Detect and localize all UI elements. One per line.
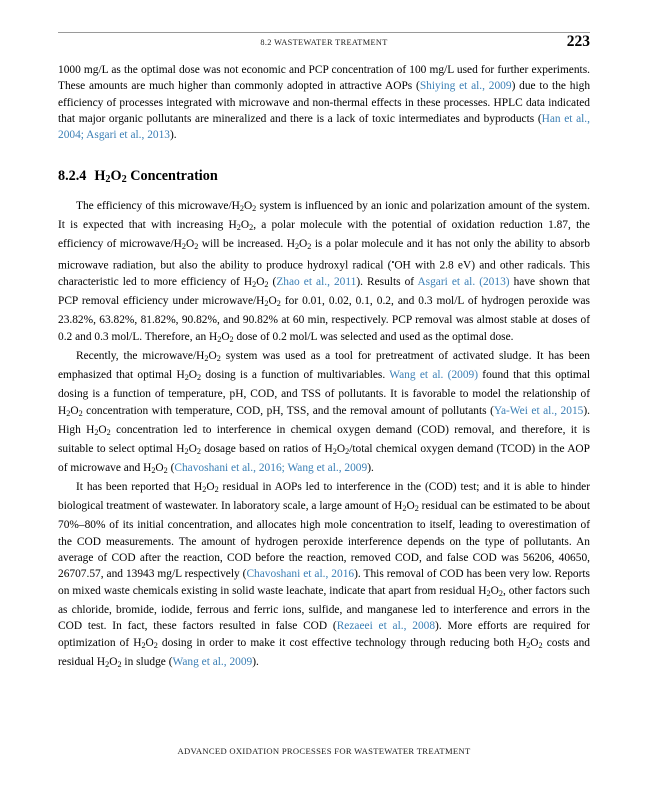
p3-text-3: system was used as a tool for pretreatment of activated sludge. It has been emphasized that optimal H bbox=[58, 349, 591, 382]
p2-sub-12: 2 bbox=[276, 299, 281, 309]
paragraph-1 bbox=[58, 62, 590, 144]
p2-sub-1: 2 bbox=[239, 203, 244, 213]
p2-text-13: ). Results of bbox=[356, 276, 418, 289]
citation-rezaeei-2008[interactable]: Rezaeei et al., 2008 bbox=[336, 620, 436, 633]
p2-sub-2: 2 bbox=[252, 203, 257, 213]
p4-text-6: ). This removal of COD has been very low. Reports on mixed waste chemicals existing in solid waste leachate, indicate that apart from residual H bbox=[58, 568, 590, 597]
p4-text-14: O bbox=[109, 655, 118, 668]
p2-sub-5: 2 bbox=[181, 242, 186, 252]
p2-text-16: for 0.01, 0.02, 0.1, 0.2, and 0.3 mol/L of hydrogen peroxide was 23.82%, 63.82%, 81.82%, 90.82%, and 90.82% at 60 min, respectively. PCP removal was almost stable at doses of 0.2 and 0.3 mol/L. Therefore, an H bbox=[58, 295, 590, 343]
p4-sub-6: 2 bbox=[498, 588, 503, 598]
p3-sub-4: 2 bbox=[197, 372, 202, 382]
p2-sub-9: 2 bbox=[252, 279, 257, 289]
p2-sub-8: 2 bbox=[307, 242, 312, 252]
p2-text-12: ( bbox=[268, 276, 277, 289]
p3-sub-10: 2 bbox=[196, 446, 201, 456]
p2-text-1: The efficiency of this microwave/H bbox=[76, 199, 240, 212]
section-title-sub2: 2 bbox=[121, 173, 127, 185]
citation-chavoshani-2016[interactable]: Chavoshani et al., 2016 bbox=[246, 568, 355, 581]
p3-text-2: O bbox=[208, 349, 217, 362]
p4-text-5: residual can be estimated to be about 70%–80% of its initial concentration, and allocates high mole concentration to itself, leading to overestimation of the COD measurements. The amount of hydrogen peroxide interference depends on the type of pollutants. An average of COD after the reaction, COD before the reaction, removed COD, and false COD was 56206, 40650, 26707.57, and 13943 mg/L respectively ( bbox=[58, 500, 590, 581]
p4-sub-7: 2 bbox=[141, 640, 146, 650]
citation-wang-2009-b[interactable]: Wang et al., 2009 bbox=[172, 655, 253, 668]
p3-text-10: O bbox=[98, 423, 107, 436]
citation-han-asgari[interactable]: Han et al., 2004; Asgari et al., 2013 bbox=[58, 113, 591, 142]
section-title-o: O bbox=[110, 167, 122, 184]
page-footer: ADVANCED OXIDATION PROCESSES FOR WASTEWATER TREATMENT bbox=[177, 746, 471, 756]
p4-text-15: in sludge ( bbox=[121, 655, 173, 668]
p4-text-7: O bbox=[490, 584, 499, 597]
citation-wang-2009-a[interactable]: Wang et al. (2009) bbox=[389, 369, 479, 382]
p3-text-15: /total chemical oxygen demand (TCOD) in the AOP of microwave and H bbox=[58, 442, 590, 474]
citation-shiying-2009[interactable]: Shiying et al., 2009 bbox=[419, 80, 512, 93]
p4-text-11: dosing in order to make it cost effective technology through reducing both H bbox=[157, 636, 527, 649]
p2-sub-7: 2 bbox=[294, 242, 300, 252]
p4-text-8: , other factors such as chloride, bromide, iodide, ferrous and ferric ions, sulfide, and manganese led to interference and errors in the COD test. In fact, these factors resulted in false COD ( bbox=[58, 584, 590, 633]
p3-sub-14: 2 bbox=[163, 465, 168, 475]
p2-text-15: O bbox=[268, 295, 277, 308]
p3-sub-11: 2 bbox=[332, 446, 337, 456]
p3-sub-3: 2 bbox=[184, 372, 189, 382]
p4-text-12: O bbox=[530, 636, 539, 649]
p2-text-18: dose of 0.2 mol/L was selected and used as the optimal dose. bbox=[233, 330, 514, 343]
p2-text-8: O bbox=[299, 238, 308, 251]
p2-text-10: OH with 2.8 eV) and other radicals. This characteristic led to more efficiency of H bbox=[58, 259, 590, 289]
citation-chavoshani-wang[interactable]: Chavoshani et al., 2016; Wang et al., 2009 bbox=[174, 461, 368, 474]
p3-text-13: dosage based on ratios of H bbox=[200, 442, 333, 455]
p3-text-8: concentration with temperature, COD, pH, TSS, and the removal amount of pollutants ( bbox=[82, 404, 494, 417]
p2-sub-11: 2 bbox=[264, 299, 269, 309]
header-rule bbox=[58, 32, 590, 33]
p3-sub-6: 2 bbox=[78, 408, 83, 418]
p3-sub-1: 2 bbox=[204, 353, 209, 363]
p3-text-6: found that this optimal dosing is a function of temperature, pH, COD, and TSS of pollutants. It is favorable to model the relationship of H bbox=[58, 369, 591, 417]
p1-text-2: ) due to the high efficiency of processes integrated with microwave and non-thermal effects in these processes. HPLC data indicated that major organic pollutants are mineralized and there is a lack of toxic intermediates and byproducts ( bbox=[58, 80, 591, 126]
p4-sub-9: 2 bbox=[526, 640, 531, 650]
p3-text-12: O bbox=[188, 442, 197, 455]
p3-text-17: ( bbox=[167, 461, 175, 474]
p3-sub-13: 2 bbox=[151, 465, 156, 475]
p4-sub-1: 2 bbox=[202, 484, 207, 494]
p3-text-18: ). bbox=[367, 461, 374, 474]
p3-sub-2: 2 bbox=[216, 353, 221, 363]
p2-text-7: will be increased. H bbox=[198, 238, 295, 251]
p3-sub-7: 2 bbox=[94, 427, 99, 437]
body-content bbox=[58, 62, 590, 673]
p2-text-17: O bbox=[221, 330, 230, 343]
citation-yawei-2015[interactable]: Ya-Wei et al., 2015 bbox=[493, 404, 584, 417]
p3-text-9: ). High H bbox=[58, 404, 590, 436]
p4-text-16: ). bbox=[252, 655, 259, 668]
p4-text-1: It has been reported that H bbox=[76, 481, 203, 494]
page-number: 223 bbox=[566, 33, 590, 50]
p2-text-6: O bbox=[185, 238, 195, 251]
paragraph-2 bbox=[58, 198, 590, 348]
p2-text-4: O bbox=[240, 219, 250, 232]
p3-text-11: concentration led to interference in chemical oxygen demand (COD) removal, and therefore, it is suitable to select optimal H bbox=[58, 423, 590, 455]
p2-text-2: O bbox=[243, 199, 253, 212]
p4-text-10: O bbox=[145, 636, 154, 649]
p3-sub-5: 2 bbox=[66, 408, 71, 418]
p2-sub-10: 2 bbox=[264, 279, 269, 289]
p2-sub-13: 2 bbox=[217, 334, 222, 344]
p4-text-9: ). More efforts are required for optimization of H bbox=[58, 620, 590, 649]
p2-sub-3: 2 bbox=[236, 222, 241, 232]
p4-text-3: residual in AOPs led to interference in the (COD) test; and it is able to hinder biological treatment of wastewater. In laboratory scale, a large amount of H bbox=[58, 481, 590, 513]
section-title-sub1: 2 bbox=[105, 173, 111, 185]
p4-sub-10: 2 bbox=[538, 640, 543, 650]
p3-text-1: Recently, the microwave/H bbox=[76, 349, 205, 362]
p2-text-11: O bbox=[256, 276, 265, 289]
p4-text-4: O bbox=[406, 500, 415, 513]
paragraph-4 bbox=[58, 479, 590, 673]
p4-text-13: costs and residual H bbox=[58, 636, 590, 668]
citation-asgari-2013[interactable]: Asgari et al. (2013) bbox=[417, 276, 510, 289]
p3-text-14: O bbox=[336, 442, 346, 455]
p3-sub-12: 2 bbox=[345, 446, 350, 456]
p2-sub-4: 2 bbox=[249, 222, 254, 232]
p2-text-5: , a polar molecule with the potential of oxidation reduction 1.87, the efficiency of microwave/H bbox=[58, 219, 590, 251]
p2-sub-6: 2 bbox=[194, 242, 199, 252]
p4-text-2: O bbox=[206, 481, 215, 494]
p4-sub-8: 2 bbox=[153, 640, 158, 650]
paragraph-3 bbox=[58, 348, 590, 479]
section-title-h: H bbox=[94, 167, 106, 184]
p2-text-3: system is influenced by an ionic and polarization amount of the system. It is expected that with increasing H bbox=[58, 199, 590, 232]
p2-text-9: is a polar molecule and it has not only the ability to absorb microwave radiation, but also the ability to produce hydroxyl radical ( bbox=[58, 238, 590, 272]
p3-text-4: O bbox=[188, 369, 198, 382]
p4-sub-11: 2 bbox=[105, 659, 110, 669]
p3-text-5: dosing is a function of multivariables. bbox=[201, 369, 390, 382]
section-title-rest: Concentration bbox=[126, 167, 218, 184]
p4-sub-2: 2 bbox=[214, 484, 219, 494]
p3-text-16: O bbox=[155, 461, 164, 474]
running-head: 8.2 WASTEWATER TREATMENT bbox=[260, 38, 388, 47]
section-title bbox=[94, 168, 217, 184]
p3-text-7: O bbox=[70, 404, 79, 417]
p2-radical-dot: • bbox=[391, 258, 395, 268]
p2-text-14: have shown that PCP removal efficiency under microwave/H bbox=[58, 276, 590, 308]
section-number: 8.2.4 bbox=[58, 167, 87, 184]
p1-text-3: ). bbox=[170, 129, 177, 142]
p1-text-1: 1000 mg/L as the optimal dose was not economic and PCP concentration of 100 mg/L used for further experiments. These amounts are much higher than commonly adopted in attractive AOPs ( bbox=[58, 64, 590, 93]
p3-sub-9: 2 bbox=[184, 446, 189, 456]
section-heading bbox=[58, 167, 590, 189]
p4-sub-5: 2 bbox=[486, 588, 491, 598]
p4-sub-4: 2 bbox=[414, 504, 419, 514]
p4-sub-12: 2 bbox=[117, 659, 122, 669]
p4-sub-3: 2 bbox=[402, 504, 407, 514]
p2-sub-14: 2 bbox=[229, 334, 234, 344]
p3-sub-8: 2 bbox=[106, 427, 111, 437]
citation-zhao-2011[interactable]: Zhao et al., 2011 bbox=[276, 276, 357, 289]
